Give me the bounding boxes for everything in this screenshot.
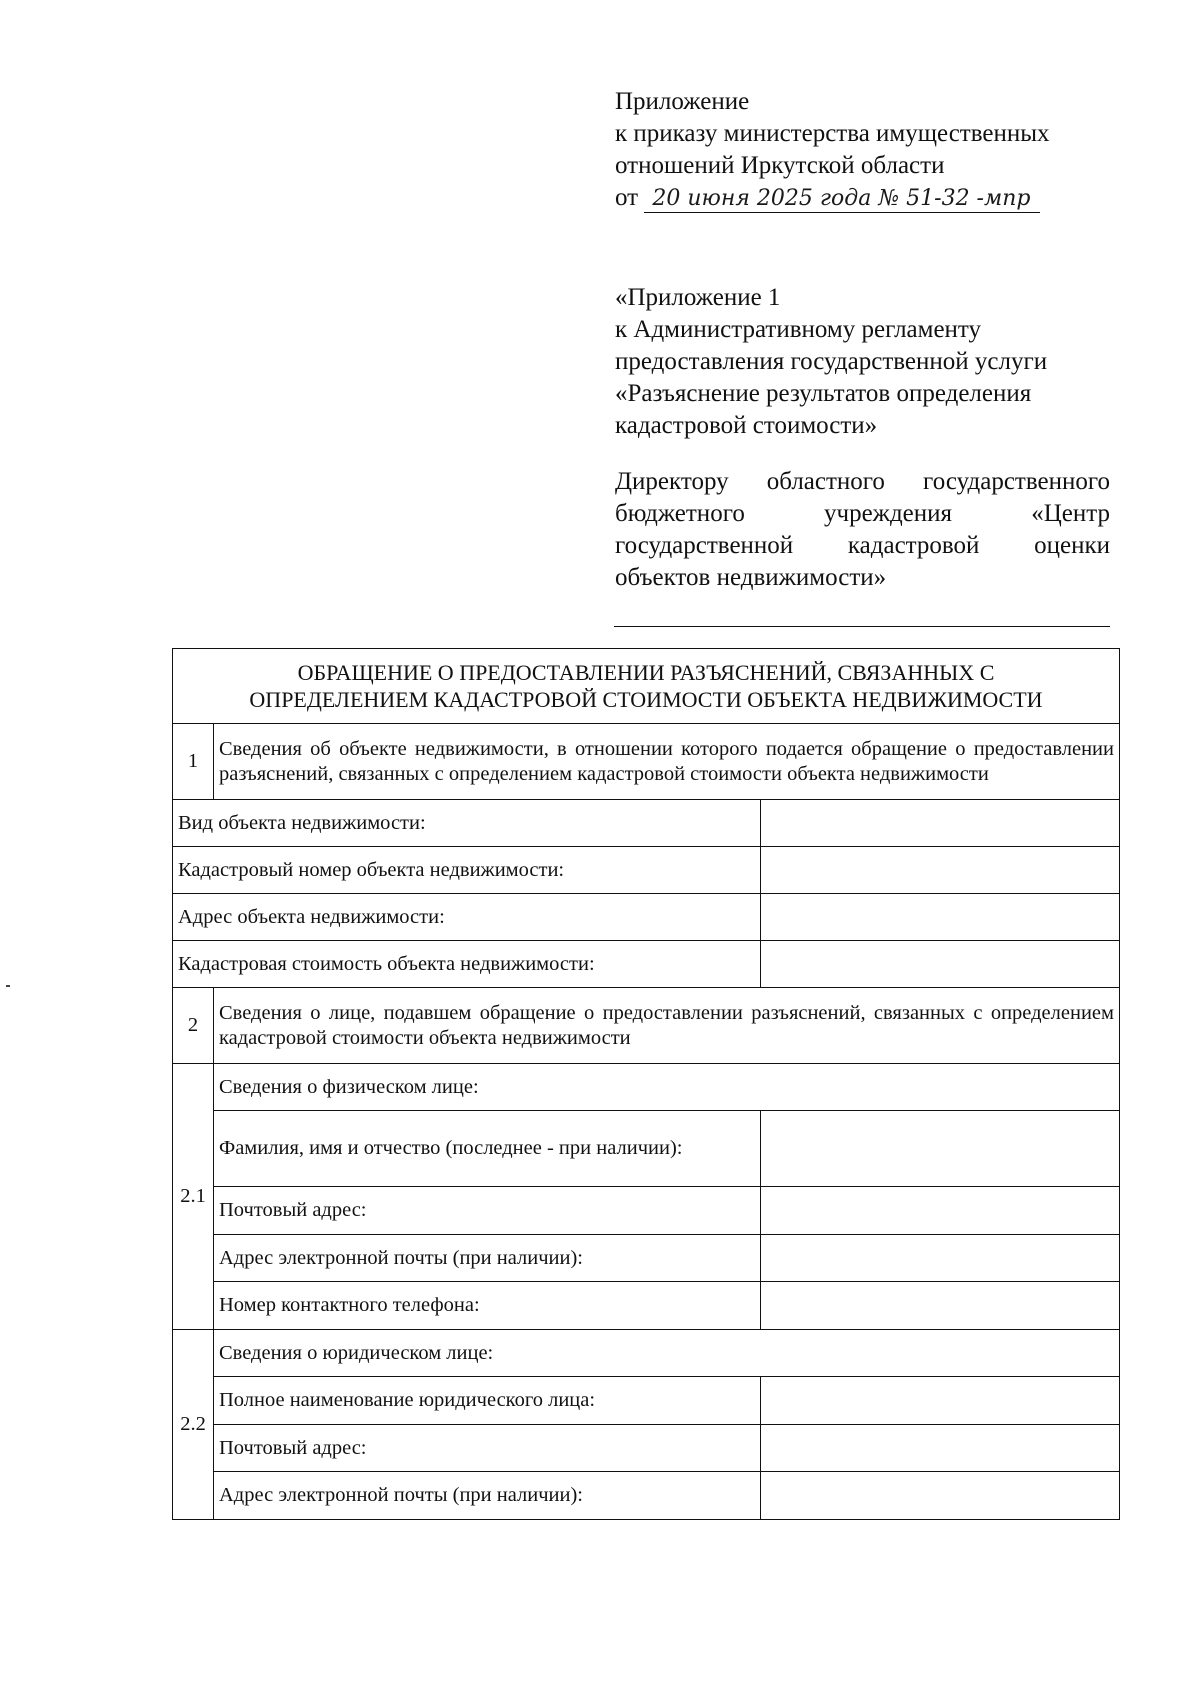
field-label-legal-entity-name: Полное наименование юридического лица: xyxy=(214,1377,761,1425)
section-2-description: Сведения о лице, подавшем обращение о предоставлении разъяснений, связанных с определением кадастровой стоимости объекта недвижимости xyxy=(214,988,1120,1064)
section-number: 2.2 xyxy=(173,1330,214,1520)
addressee-block xyxy=(615,466,1110,594)
addressee-line-2: бюджетного учреждения «Центр xyxy=(615,500,1110,527)
addressee-line-4: объектов недвижимости» xyxy=(615,564,887,591)
field-label-object-type: Вид объекта недвижимости: xyxy=(173,800,761,847)
field-input-email[interactable] xyxy=(761,1235,1120,1282)
field-label-email: Адрес электронной почты (при наличии): xyxy=(214,1235,761,1282)
addressee-line-1: Директору областного государственного xyxy=(615,468,1110,495)
field-input-legal-entity-name[interactable] xyxy=(761,1377,1120,1425)
legal-entity-heading: Сведения о юридическом лице: xyxy=(214,1330,1120,1377)
appendix-line-1: «Приложение 1 xyxy=(615,284,781,311)
scan-speck xyxy=(6,985,10,987)
form-title-line-1: ОБРАЩЕНИЕ О ПРЕДОСТАВЛЕНИИ РАЗЪЯСНЕНИЙ, СВЯЗАННЫХ С xyxy=(297,660,995,685)
individual-heading: Сведения о физическом лице: xyxy=(214,1064,1120,1111)
handwritten-order-date: 20 июня 2025 года № 51-32 -мпр xyxy=(644,186,1040,213)
section-1-description: Сведения об объекте недвижимости, в отношении которого подается обращение о предоставлении разъяснений, связанных с определением кадастровой стоимости объекта недвижимости xyxy=(214,724,1120,800)
form-title xyxy=(173,649,1120,724)
application-form-table xyxy=(172,648,1120,1520)
section-number: 1 xyxy=(173,724,214,800)
field-label-cadastral-value: Кадастровая стоимость объекта недвижимости: xyxy=(173,941,761,988)
field-label-legal-postal-address: Почтовый адрес: xyxy=(214,1425,761,1472)
order-date-line xyxy=(615,182,1123,214)
section-number: 2 xyxy=(173,988,214,1064)
field-input-legal-email[interactable] xyxy=(761,1472,1120,1520)
date-prefix: от xyxy=(615,184,639,211)
form-title-line-2: ОПРЕДЕЛЕНИЕМ КАДАСТРОВОЙ СТОИМОСТИ ОБЪЕКТА НЕДВИЖИМОСТИ xyxy=(249,687,1043,712)
addressee-line-3: государственной кадастровой оценки xyxy=(615,532,1110,559)
field-input-cadastral-number[interactable] xyxy=(761,847,1120,894)
signature-line xyxy=(614,626,1110,627)
section-number: 2.1 xyxy=(173,1064,214,1330)
field-label-full-name: Фамилия, имя и отчество (последнее - при наличии): xyxy=(214,1111,761,1187)
field-input-object-address[interactable] xyxy=(761,894,1120,941)
appendix-line-2: к Административному регламенту xyxy=(615,316,982,343)
field-input-cadastral-value[interactable] xyxy=(761,941,1120,988)
field-label-object-address: Адрес объекта недвижимости: xyxy=(173,894,761,941)
field-label-postal-address: Почтовый адрес: xyxy=(214,1187,761,1235)
field-label-cadastral-number: Кадастровый номер объекта недвижимости: xyxy=(173,847,761,894)
field-label-phone: Номер контактного телефона: xyxy=(214,1282,761,1330)
field-input-full-name[interactable] xyxy=(761,1111,1120,1187)
header-block xyxy=(615,86,1123,214)
field-input-phone[interactable] xyxy=(761,1282,1120,1330)
field-label-legal-email: Адрес электронной почты (при наличии): xyxy=(214,1472,761,1520)
appendix-block xyxy=(615,282,1123,442)
appendix-line-3: предоставления государственной услуги xyxy=(615,348,1048,375)
appendix-line-5: кадастровой стоимости» xyxy=(615,412,878,439)
header-line-2: к приказу министерства имущественных xyxy=(615,120,1050,147)
field-input-object-type[interactable] xyxy=(761,800,1120,847)
field-input-postal-address[interactable] xyxy=(761,1187,1120,1235)
appendix-line-4: «Разъяснение результатов определения xyxy=(615,380,1032,407)
header-line-3: отношений Иркутской области xyxy=(615,152,945,179)
field-input-legal-postal-address[interactable] xyxy=(761,1425,1120,1472)
header-line-1: Приложение xyxy=(615,88,750,115)
